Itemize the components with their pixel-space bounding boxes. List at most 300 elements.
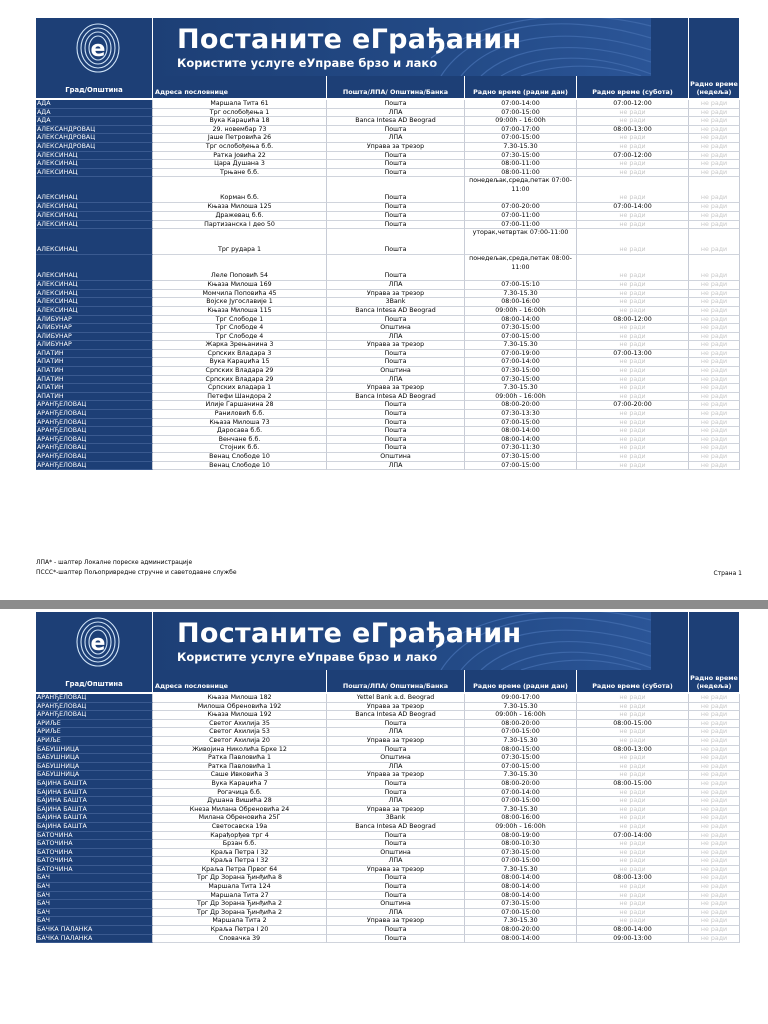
cell-type: ЛПА xyxy=(327,134,465,143)
cell-weekday: 07:00-15:00 xyxy=(465,728,577,737)
cell-address: Саше Ивковића 3 xyxy=(153,771,327,780)
cell-weekday: 07:00-11:00 xyxy=(465,221,577,230)
cell-sunday: не ради xyxy=(689,350,740,359)
cell-address: Књаза Милоша 169 xyxy=(153,281,327,290)
cell-city: АЛИБУНАР xyxy=(36,316,153,325)
cell-city: БАТОЧИНА xyxy=(36,832,153,841)
cell-saturday: не ради xyxy=(577,333,689,342)
header-city-cell xyxy=(36,18,153,98)
cell-weekday: 07:00-14:00 xyxy=(465,789,577,798)
cell-saturday: не ради xyxy=(577,857,689,866)
cell-type: Пошта xyxy=(327,883,465,892)
cell-city: БАТОЧИНА xyxy=(36,840,153,849)
cell-saturday: не ради xyxy=(577,823,689,832)
banner xyxy=(153,18,651,76)
cell-weekday: 07:00-19:00 xyxy=(465,350,577,359)
cell-sunday: не ради xyxy=(689,462,740,471)
cell-address: Трг Др Зорана Ђинђића 2 xyxy=(153,909,327,918)
cell-address: Даросава б.б. xyxy=(153,427,327,436)
cell-weekday: 07:00-14:00 xyxy=(465,358,577,367)
cell-city: АРАНЂЕЛОВАЦ xyxy=(36,711,153,720)
page-separator xyxy=(0,600,768,609)
column-header-city: Град/Општина xyxy=(65,680,123,688)
cell-address: Српских Владара 29 xyxy=(153,376,327,385)
cell-type: Banca Intesa AD Beograd xyxy=(327,307,465,316)
cell-sunday: не ради xyxy=(689,866,740,875)
cell-address: Трг Слободе 1 xyxy=(153,316,327,325)
cell-city: АЛИБУНАР xyxy=(36,333,153,342)
cell-address: Краља Петра I 32 xyxy=(153,857,327,866)
cell-address: Дражевац б.б. xyxy=(153,212,327,221)
cell-type: Управа за трезор xyxy=(327,143,465,152)
cell-weekday: 7.30-15.30 xyxy=(465,806,577,815)
table-body-page-1 xyxy=(36,100,740,470)
cell-saturday: не ради xyxy=(577,358,689,367)
cell-type: Пошта xyxy=(327,840,465,849)
cell-saturday: не ради xyxy=(577,737,689,746)
cell-address: Раниловић б.б. xyxy=(153,410,327,419)
cell-type: Пошта xyxy=(327,780,465,789)
cell-saturday: не ради xyxy=(577,711,689,720)
cell-saturday: не ради xyxy=(577,883,689,892)
banner-subtitle: Користите услуге еУправе брзо и лако xyxy=(177,650,438,664)
cell-saturday: 08:00-13:00 xyxy=(577,874,689,883)
cell-type: ЛПА xyxy=(327,281,465,290)
cell-sunday: не ради xyxy=(689,857,740,866)
cell-weekday: 08:00-14:00 xyxy=(465,883,577,892)
cell-sunday: не ради xyxy=(689,771,740,780)
cell-address: Књаза Милоша 125 xyxy=(153,203,327,212)
cell-type: Управа за трезор xyxy=(327,917,465,926)
cell-saturday: не ради xyxy=(577,728,689,737)
cell-type: Пошта xyxy=(327,316,465,325)
cell-weekday: 07:30-15:00 xyxy=(465,152,577,161)
cell-type: Пошта xyxy=(327,935,465,944)
cell-saturday: 07:00-14:00 xyxy=(577,203,689,212)
cell-city: БАЧ xyxy=(36,883,153,892)
cell-address: Венчане б.б. xyxy=(153,436,327,445)
cell-saturday: не ради xyxy=(577,444,689,453)
cell-saturday: не ради xyxy=(577,771,689,780)
cell-type: Пошта xyxy=(327,427,465,436)
cell-city: АЛЕКСИНАЦ xyxy=(36,307,153,316)
cell-address: Ратка Павловића 1 xyxy=(153,763,327,772)
cell-saturday: не ради xyxy=(577,221,689,230)
cell-address: Српских Владара 29 xyxy=(153,367,327,376)
cell-sunday: не ради xyxy=(689,152,740,161)
column-header-address: Адреса пословнице xyxy=(155,682,229,690)
cell-address: Трг ослобођења 1 xyxy=(153,109,327,118)
cell-city: АПАТИН xyxy=(36,393,153,402)
cell-city: БАЈИНА БАШТА xyxy=(36,814,153,823)
cell-sunday: не ради xyxy=(689,324,740,333)
cell-city: АРАНЂЕЛОВАЦ xyxy=(36,410,153,419)
cell-city: БАБУШНИЦА xyxy=(36,754,153,763)
cell-type: Пошта xyxy=(327,444,465,453)
cell-city: АПАТИН xyxy=(36,384,153,393)
cell-city: БАЧ xyxy=(36,874,153,883)
cell-address: Маршала Тита 2 xyxy=(153,917,327,926)
cell-type: Banca Intesa AD Beograd xyxy=(327,393,465,402)
cell-city: БАБУШНИЦА xyxy=(36,746,153,755)
cell-sunday: не ради xyxy=(689,746,740,755)
cell-city: АДА xyxy=(36,109,153,118)
cell-weekday: 07:30-15:00 xyxy=(465,900,577,909)
egradjanin-logo-icon xyxy=(74,616,122,672)
cell-type: Пошта xyxy=(327,126,465,135)
cell-address: Венац Слободе 10 xyxy=(153,453,327,462)
banner-title: Постаните еГрађанин xyxy=(177,618,522,649)
cell-type: Управа за трезор xyxy=(327,737,465,746)
cell-address: Душана Вишића 28 xyxy=(153,797,327,806)
cell-type: ЛПА xyxy=(327,462,465,471)
cell-sunday: не ради xyxy=(689,100,740,109)
cell-address: Трг Др Зорана Ђинђића 8 xyxy=(153,874,327,883)
cell-type: Пошта xyxy=(327,255,465,281)
cell-type: Пошта xyxy=(327,229,465,255)
cell-sunday: не ради xyxy=(689,883,740,892)
cell-saturday: 07:00-12:00 xyxy=(577,100,689,109)
cell-weekday: 07:30-15:00 xyxy=(465,849,577,858)
cell-type: Пошта xyxy=(327,410,465,419)
cell-weekday: 07:30-15:00 xyxy=(465,754,577,763)
cell-type: Пошта xyxy=(327,892,465,901)
cell-saturday: не ради xyxy=(577,307,689,316)
cell-saturday: не ради xyxy=(577,427,689,436)
cell-type: Општина xyxy=(327,900,465,909)
cell-city: БАЈИНА БАШТА xyxy=(36,789,153,798)
cell-sunday: не ради xyxy=(689,909,740,918)
cell-address: Брзан б.б. xyxy=(153,840,327,849)
cell-saturday: не ради xyxy=(577,909,689,918)
cell-weekday: 7.30-15.30 xyxy=(465,737,577,746)
cell-type: Општина xyxy=(327,453,465,462)
cell-weekday: 08:00-20:00 xyxy=(465,780,577,789)
cell-sunday: не ради xyxy=(689,874,740,883)
cell-sunday: не ради xyxy=(689,143,740,152)
cell-type: Пошта xyxy=(327,350,465,359)
cell-type: Пошта xyxy=(327,720,465,729)
cell-weekday: 09:00h - 16:00h xyxy=(465,117,577,126)
column-header-saturday: Радно време (субота) xyxy=(592,88,673,96)
cell-weekday: 07:00-15:00 xyxy=(465,797,577,806)
cell-address: Књаза Милоша 182 xyxy=(153,694,327,703)
cell-city: БАЈИНА БАШТА xyxy=(36,780,153,789)
cell-saturday: не ради xyxy=(577,255,689,281)
cell-sunday: не ради xyxy=(689,840,740,849)
cell-saturday: не ради xyxy=(577,797,689,806)
cell-address: 29. новембар 73 xyxy=(153,126,327,135)
cell-weekday: 07:00-15:00 xyxy=(465,462,577,471)
cell-sunday: не ради xyxy=(689,823,740,832)
cell-city: АЛЕКСИНАЦ xyxy=(36,229,153,255)
cell-sunday: не ради xyxy=(689,212,740,221)
cell-address: Ратка Јовића 22 xyxy=(153,152,327,161)
cell-city: АРАНЂЕЛОВАЦ xyxy=(36,401,153,410)
cell-sunday: не ради xyxy=(689,109,740,118)
cell-sunday: не ради xyxy=(689,401,740,410)
document-page-2 xyxy=(0,609,768,1024)
cell-sunday: не ради xyxy=(689,177,740,203)
cell-address: Краља Петра I 20 xyxy=(153,926,327,935)
cell-sunday: не ради xyxy=(689,703,740,712)
cell-saturday: не ради xyxy=(577,892,689,901)
cell-weekday: 07:30-15:00 xyxy=(465,324,577,333)
cell-saturday: не ради xyxy=(577,436,689,445)
cell-weekday: 07:00-15:00 xyxy=(465,763,577,772)
cell-address: Светосавска 19а xyxy=(153,823,327,832)
cell-saturday: не ради xyxy=(577,143,689,152)
cell-city: АЛЕКСАНДРОВАЦ xyxy=(36,126,153,135)
column-header-saturday: Радно време (субота) xyxy=(592,682,673,690)
cell-city: АПАТИН xyxy=(36,367,153,376)
cell-city: АЛЕКСИНАЦ xyxy=(36,177,153,203)
cell-type: Управа за трезор xyxy=(327,703,465,712)
cell-sunday: не ради xyxy=(689,453,740,462)
cell-type: 3Bank xyxy=(327,814,465,823)
cell-sunday: не ради xyxy=(689,737,740,746)
cell-sunday: не ради xyxy=(689,393,740,402)
cell-weekday: 09:00h - 16:00h xyxy=(465,711,577,720)
cell-saturday: не ради xyxy=(577,814,689,823)
cell-sunday: не ради xyxy=(689,780,740,789)
cell-type: Пошта xyxy=(327,203,465,212)
cell-saturday: не ради xyxy=(577,917,689,926)
cell-weekday: 07:00-20:00 xyxy=(465,203,577,212)
cell-type: Управа за трезор xyxy=(327,806,465,815)
cell-weekday: 7.30-15.30 xyxy=(465,917,577,926)
cell-saturday: 08:00-13:00 xyxy=(577,126,689,135)
cell-sunday: не ради xyxy=(689,307,740,316)
cell-address: Јаше Петровића 26 xyxy=(153,134,327,143)
cell-type: Пошта xyxy=(327,926,465,935)
cell-sunday: не ради xyxy=(689,917,740,926)
cell-weekday: 7.30-15.30 xyxy=(465,384,577,393)
cell-type: ЛПА xyxy=(327,857,465,866)
cell-weekday: 08:00-11:00 xyxy=(465,169,577,178)
cell-weekday: 7.30-15.30 xyxy=(465,290,577,299)
cell-saturday: 07:00-14:00 xyxy=(577,832,689,841)
cell-address: Партизанска I део 50 xyxy=(153,221,327,230)
cell-type: Пошта xyxy=(327,152,465,161)
cell-city: БАЧ xyxy=(36,909,153,918)
footnote-psss: ПССС*-шалтер Пољопривредне стручне и саветодавне службе xyxy=(36,569,237,576)
cell-city: АРАНЂЕЛОВАЦ xyxy=(36,427,153,436)
cell-weekday: 07:00-14:00 xyxy=(465,100,577,109)
cell-saturday: не ради xyxy=(577,806,689,815)
cell-city: АРАНЂЕЛОВАЦ xyxy=(36,694,153,703)
cell-type: ЛПА xyxy=(327,797,465,806)
cell-saturday: не ради xyxy=(577,849,689,858)
cell-saturday: не ради xyxy=(577,324,689,333)
cell-address: Живојина Николића Брке 12 xyxy=(153,746,327,755)
cell-saturday: не ради xyxy=(577,177,689,203)
cell-saturday: не ради xyxy=(577,419,689,428)
cell-city: БАЧ xyxy=(36,900,153,909)
cell-weekday: 08:00-15:00 xyxy=(465,746,577,755)
cell-saturday: не ради xyxy=(577,900,689,909)
cell-saturday: 09:00-13:00 xyxy=(577,935,689,944)
cell-weekday: 09:00-17:00 xyxy=(465,694,577,703)
cell-type: ЛПА xyxy=(327,376,465,385)
cell-address: Српских Владара 3 xyxy=(153,350,327,359)
cell-type: Општина xyxy=(327,324,465,333)
cell-city: АЛЕКСИНАЦ xyxy=(36,298,153,307)
cell-weekday: 7.30-15.30 xyxy=(465,143,577,152)
cell-weekday: 08:00-14:00 xyxy=(465,892,577,901)
cell-address: Вука Караџића 15 xyxy=(153,358,327,367)
cell-type: Пошта xyxy=(327,436,465,445)
cell-saturday: не ради xyxy=(577,281,689,290)
cell-city: БАЧКА ПАЛАНКА xyxy=(36,935,153,944)
cell-sunday: не ради xyxy=(689,814,740,823)
cell-address: Књаза Милоша 115 xyxy=(153,307,327,316)
cell-city: АЛИБУНАР xyxy=(36,324,153,333)
cell-saturday: 08:00-12:00 xyxy=(577,316,689,325)
cell-weekday: 07:00-15:00 xyxy=(465,857,577,866)
cell-address: Кнеза Милана Обреновића 24 xyxy=(153,806,327,815)
cell-saturday: не ради xyxy=(577,376,689,385)
cell-sunday: не ради xyxy=(689,427,740,436)
cell-weekday: уторак,четвртак 07:00-11:00 xyxy=(465,229,577,255)
cell-city: БАЈИНА БАШТА xyxy=(36,806,153,815)
cell-sunday: не ради xyxy=(689,419,740,428)
cell-address: Вука Караџића 7 xyxy=(153,780,327,789)
cell-sunday: не ради xyxy=(689,160,740,169)
cell-weekday: 08:00-14:00 xyxy=(465,427,577,436)
cell-saturday: не ради xyxy=(577,298,689,307)
cell-address: Корман б.б. xyxy=(153,177,327,203)
cell-type: Пошта xyxy=(327,160,465,169)
cell-type: Управа за трезор xyxy=(327,384,465,393)
cell-sunday: не ради xyxy=(689,126,740,135)
cell-city: АЛЕКСАНДРОВАЦ xyxy=(36,143,153,152)
cell-saturday: не ради xyxy=(577,160,689,169)
cell-city: БАБУШНИЦА xyxy=(36,771,153,780)
cell-address: Српских владара 1 xyxy=(153,384,327,393)
cell-address: Момчила Поповића 45 xyxy=(153,290,327,299)
cell-type: Пошта xyxy=(327,832,465,841)
cell-weekday: 08:00-20:00 xyxy=(465,401,577,410)
cell-weekday: 07:30-11:30 xyxy=(465,444,577,453)
cell-sunday: не ради xyxy=(689,410,740,419)
cell-sunday: не ради xyxy=(689,892,740,901)
cell-city: АРАНЂЕЛОВАЦ xyxy=(36,419,153,428)
cell-type: Banca Intesa AD Beograd xyxy=(327,823,465,832)
cell-address: Светог Ахилија 53 xyxy=(153,728,327,737)
cell-address: Трг рудара 1 xyxy=(153,229,327,255)
cell-saturday: не ради xyxy=(577,117,689,126)
cell-address: Књаза Милоша 73 xyxy=(153,419,327,428)
cell-city: АЛЕКСИНАЦ xyxy=(36,281,153,290)
column-header-sunday: Радно време (недеља) xyxy=(690,674,738,690)
cell-sunday: не ради xyxy=(689,134,740,143)
cell-city: БАЧ xyxy=(36,892,153,901)
cell-sunday: не ради xyxy=(689,728,740,737)
cell-sunday: не ради xyxy=(689,444,740,453)
cell-address: Маршала Тита 124 xyxy=(153,883,327,892)
cell-city: АЛЕКСАНДРОВАЦ xyxy=(36,134,153,143)
cell-saturday: не ради xyxy=(577,462,689,471)
cell-saturday: не ради xyxy=(577,109,689,118)
cell-weekday: 08:00-14:00 xyxy=(465,316,577,325)
cell-weekday: 08:00-19:00 xyxy=(465,832,577,841)
cell-city: БАТОЧИНА xyxy=(36,857,153,866)
cell-city: БАБУШНИЦА xyxy=(36,763,153,772)
cell-type: Управа за трезор xyxy=(327,771,465,780)
cell-sunday: не ради xyxy=(689,169,740,178)
cell-sunday: не ради xyxy=(689,333,740,342)
cell-address: Краља Петра I 32 xyxy=(153,849,327,858)
cell-address: Краља Петра Првог 64 xyxy=(153,866,327,875)
cell-city: АЛЕКСИНАЦ xyxy=(36,203,153,212)
cell-saturday: не ради xyxy=(577,703,689,712)
cell-address: Илије Гаршанина 28 xyxy=(153,401,327,410)
cell-weekday: 07:00-15:10 xyxy=(465,281,577,290)
cell-weekday: понедељак,среда,петак 08:00-11:00 xyxy=(465,255,577,281)
cell-city: БАТОЧИНА xyxy=(36,849,153,858)
cell-address: Рогачица б.б. xyxy=(153,789,327,798)
cell-saturday: не ради xyxy=(577,866,689,875)
cell-type: Пошта xyxy=(327,746,465,755)
cell-weekday: 07:00-15:00 xyxy=(465,333,577,342)
cell-weekday: 07:30-15:00 xyxy=(465,453,577,462)
cell-sunday: не ради xyxy=(689,367,740,376)
cell-type: Banca Intesa AD Beograd xyxy=(327,117,465,126)
banner-subtitle: Користите услуге еУправе брзо и лако xyxy=(177,56,438,70)
cell-sunday: не ради xyxy=(689,117,740,126)
cell-type: ЛПА xyxy=(327,333,465,342)
cell-weekday: 07:00-11:00 xyxy=(465,212,577,221)
cell-weekday: 07:00-17:00 xyxy=(465,126,577,135)
cell-type: Yettel Bank a.d. Beograd xyxy=(327,694,465,703)
cell-saturday: не ради xyxy=(577,789,689,798)
cell-weekday: 7.30-15.30 xyxy=(465,341,577,350)
cell-type: Општина xyxy=(327,849,465,858)
cell-type: Banca Intesa AD Beograd xyxy=(327,711,465,720)
cell-sunday: не ради xyxy=(689,806,740,815)
cell-sunday: не ради xyxy=(689,376,740,385)
cell-city: АДА xyxy=(36,117,153,126)
cell-weekday: 08:00-14:00 xyxy=(465,436,577,445)
column-header-weekday: Радно време (радни дан) xyxy=(473,682,568,690)
cell-type: Општина xyxy=(327,754,465,763)
cell-city: АЛЕКСИНАЦ xyxy=(36,152,153,161)
cell-address: Трг Др Зорана Ђинђића 2 xyxy=(153,900,327,909)
cell-address: Трњане б.б. xyxy=(153,169,327,178)
cell-type: Пошта xyxy=(327,358,465,367)
table-body-page-2 xyxy=(36,694,740,943)
cell-address: Маршала Тита 27 xyxy=(153,892,327,901)
cell-address: Војске Југославије 1 xyxy=(153,298,327,307)
cell-sunday: не ради xyxy=(689,832,740,841)
cell-weekday: 08:00-14:00 xyxy=(465,935,577,944)
cell-city: БАТОЧИНА xyxy=(36,866,153,875)
cell-saturday: не ради xyxy=(577,393,689,402)
cell-address: Светог Ахилија 35 xyxy=(153,720,327,729)
cell-city: АРИЉЕ xyxy=(36,720,153,729)
cell-city: АЛИБУНАР xyxy=(36,341,153,350)
cell-sunday: не ради xyxy=(689,900,740,909)
cell-saturday: не ради xyxy=(577,212,689,221)
cell-city: АРИЉЕ xyxy=(36,737,153,746)
cell-weekday: 07:30-15:00 xyxy=(465,367,577,376)
cell-city: АПАТИН xyxy=(36,358,153,367)
cell-type: Управа за трезор xyxy=(327,866,465,875)
cell-address: Венац Слободе 10 xyxy=(153,462,327,471)
cell-address: Жарка Зрењанина 3 xyxy=(153,341,327,350)
cell-saturday: не ради xyxy=(577,410,689,419)
